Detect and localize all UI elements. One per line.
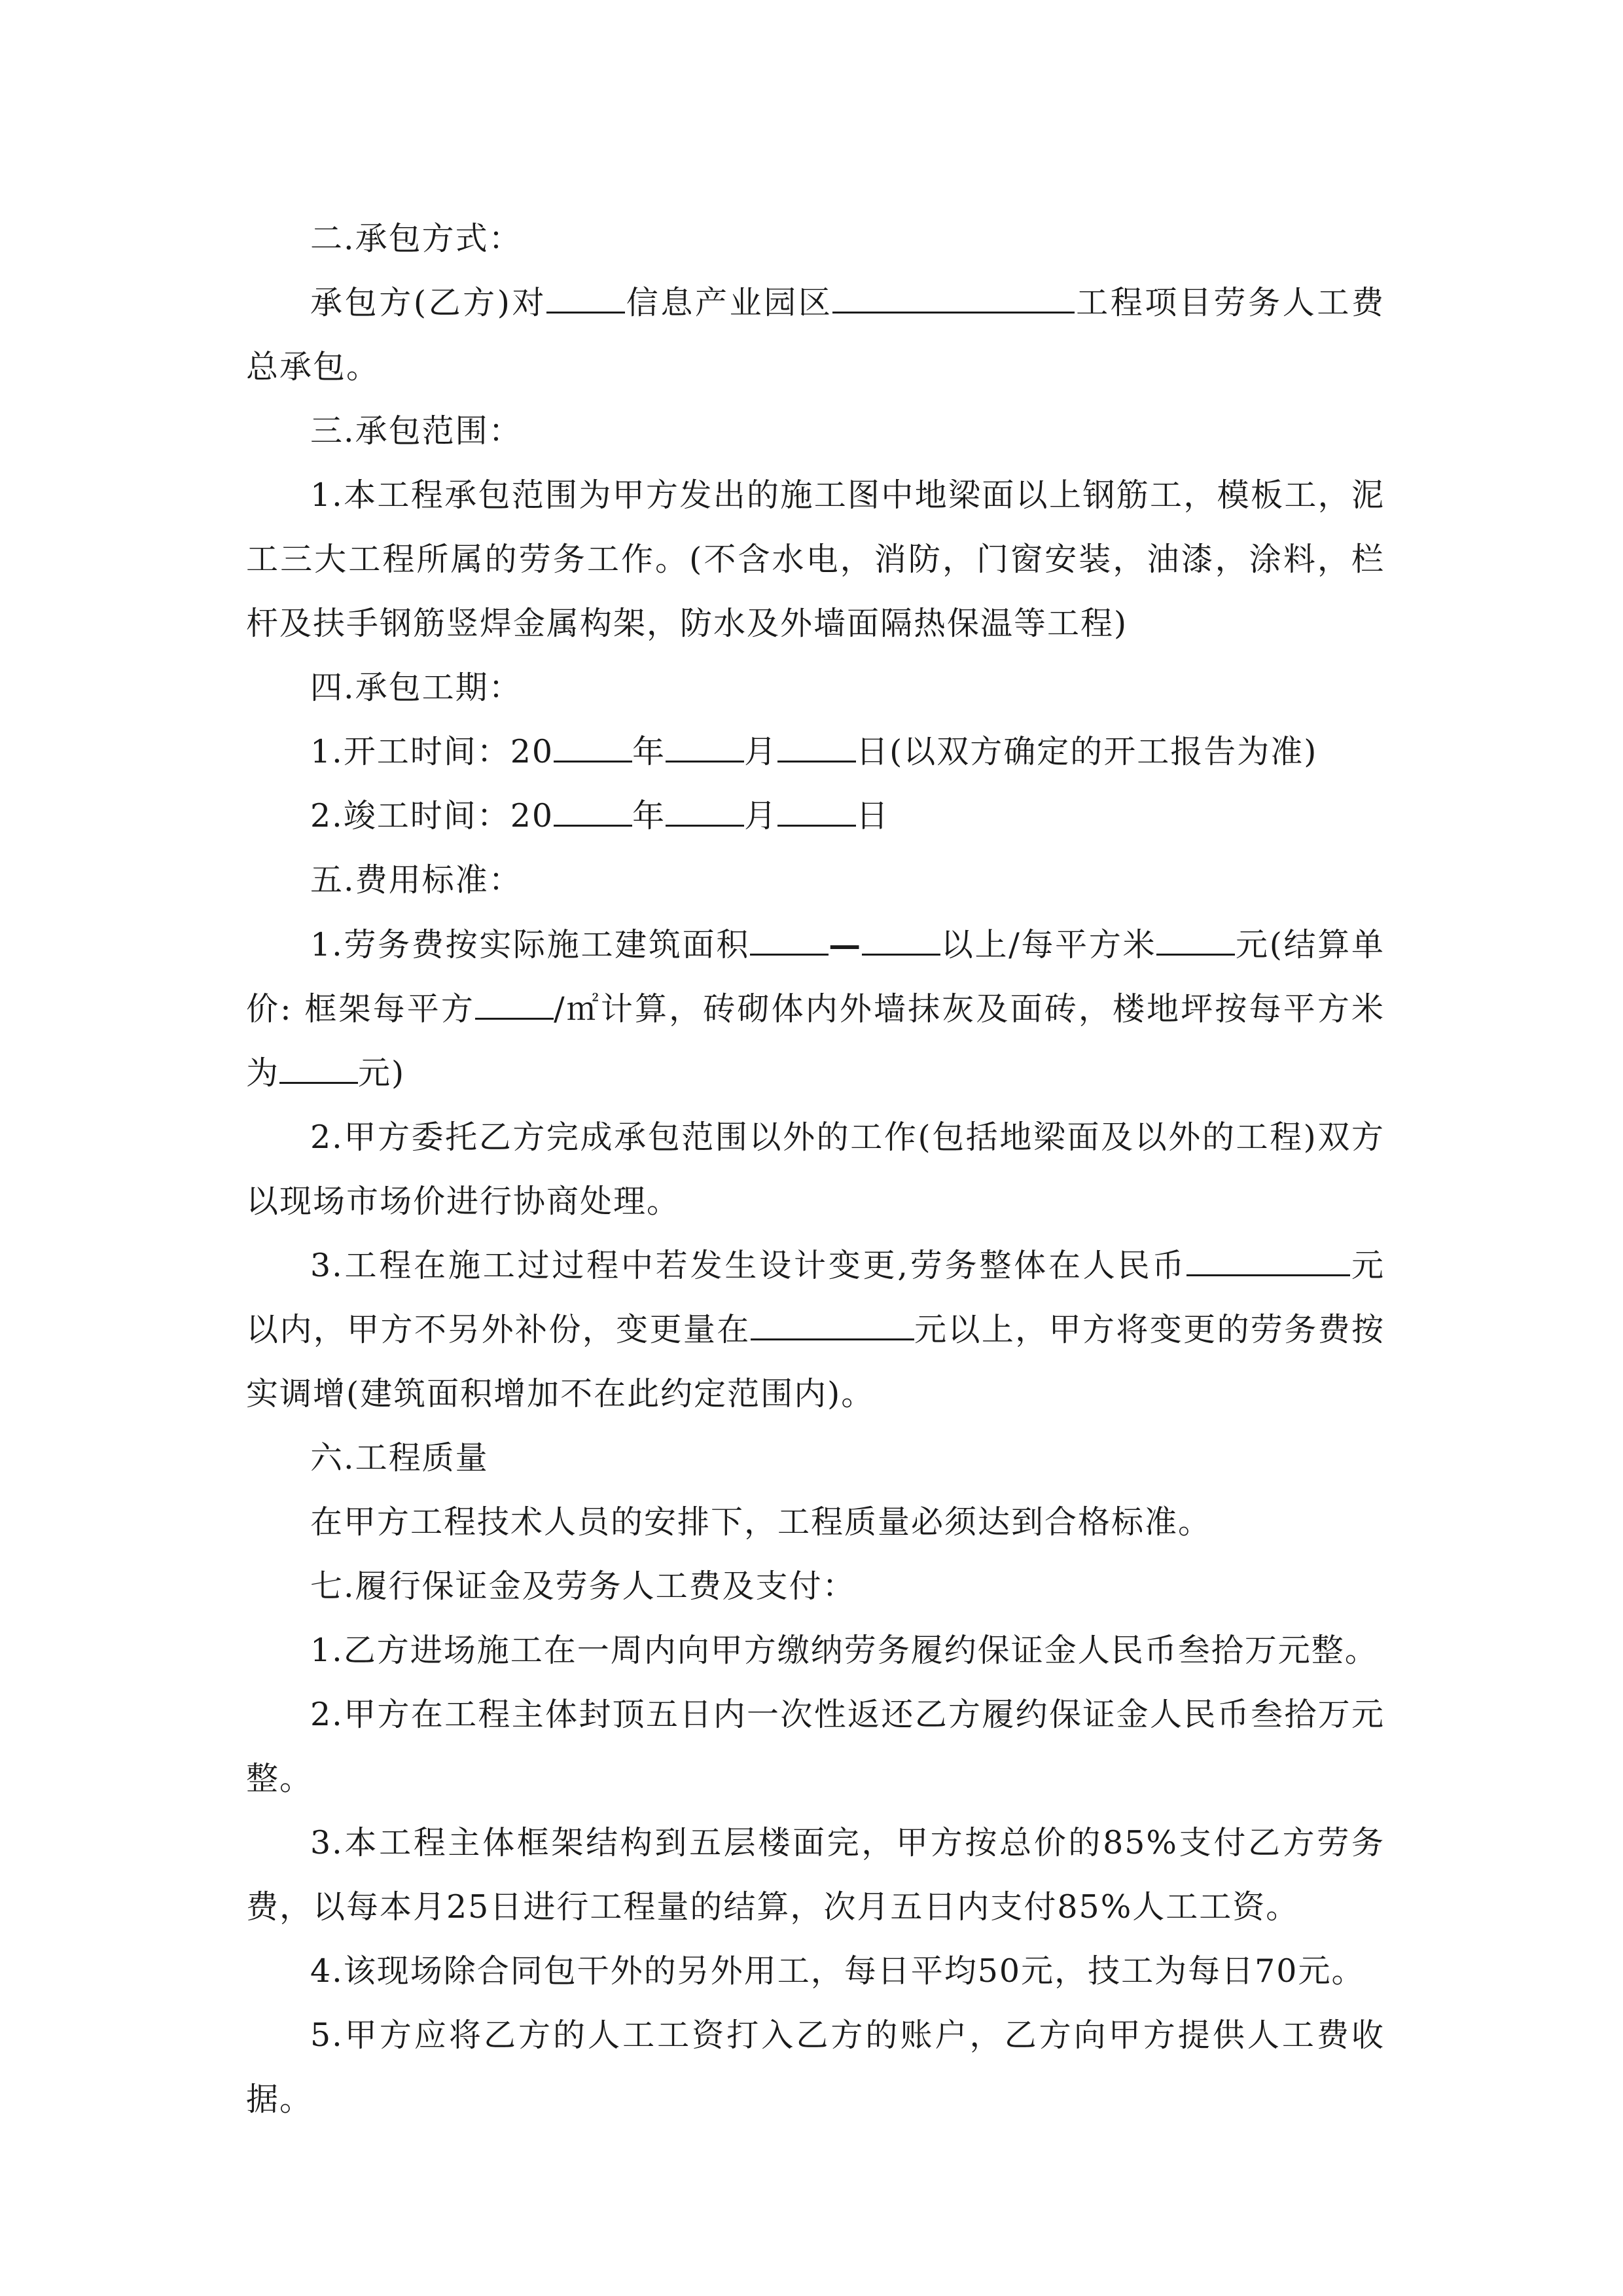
section-6-heading: 六.工程质量: [310, 1439, 489, 1477]
section-5-heading: 五.费用标准：: [310, 861, 522, 899]
blank-field: [1186, 1238, 1350, 1276]
payment-item-2: 2.甲方在工程主体封顶五日内一次性返还乙方履约保证金人民币叁拾万元整。: [246, 1696, 1385, 1797]
end-date-line: 2.竣工时间：20 年 月 日: [246, 784, 1385, 848]
blank-field: [554, 724, 632, 762]
payment-item-3: 3.本工程主体框架结构到五层楼面完，甲方按总价的85%支付乙方劳务费，以每本月25日进行工程量的结算，次月五日内支付85%人工工资。: [246, 1824, 1385, 1926]
blank-field: [475, 981, 554, 1020]
blank-field: [862, 917, 940, 956]
fee-standard-paragraph: 1.劳务费按实际施工建筑面积 — 以上/每平方米 元(结算单价: 框架每平方 /㎡计算，砖砌体内外墙抹灰及面砖，楼地坪按每平方米为 元): [246, 912, 1385, 1105]
design-change-paragraph: 3.工程在施工过过程中若发生设计变更,劳务整体在人民币 元以内，甲方不另外补份，变更量在 元以上，甲方将变更的劳务费按实调增(建筑面积增加不在此约定范围内)。: [246, 1234, 1385, 1426]
blank-field: [666, 788, 744, 827]
blank-field: [777, 724, 856, 762]
blank-field: [777, 788, 856, 827]
section-2-paragraph: 承包方(乙方)对 信息产业园区 工程项目劳务人工费总承包。: [246, 271, 1385, 399]
blank-field: [546, 275, 625, 314]
start-date-line: 1.开工时间：20 年 月 日(以双方确定的开工报告为准): [246, 720, 1385, 784]
blank-field: [1156, 917, 1235, 956]
section-2-heading: 二.承包方式：: [310, 220, 522, 257]
section-4-heading: 四.承包工期：: [310, 669, 522, 706]
blank-field: [750, 917, 829, 956]
payment-item-1: 1.乙方进场施工在一周内向甲方缴纳劳务履约保证金人民币叁拾万元整。: [310, 1632, 1378, 1669]
blank-field: [666, 724, 744, 762]
blank-field: [832, 275, 1075, 314]
blank-field: [751, 1302, 914, 1340]
quality-paragraph: 在甲方工程技术人员的安排下，工程质量必须达到合格标准。: [310, 1503, 1212, 1541]
section-3-paragraph: 1.本工程承包范围为甲方发出的施工图中地梁面以上钢筋工，模板工，泥工三大工程所属的劳务工作。(不含水电，消防，门窗安装，油漆，涂料，栏杆及扶手钢筋竖焊金属构架，防水及外墙面隔热保温等工程): [246, 476, 1385, 642]
payment-item-4: 4.该现场除合同包干外的另外用工，每日平均50元，技工为每日70元。: [310, 1952, 1365, 1990]
payment-item-5: 5.甲方应将乙方的人工工资打入乙方的账户，乙方向甲方提供人工费收据。: [246, 2017, 1385, 2118]
section-3-heading: 三.承包范围：: [310, 412, 522, 450]
contract-page: [246, 207, 1385, 2132]
extra-work-paragraph: 2.甲方委托乙方完成承包范围以外的工作(包括地梁面及以外的工程)双方以现场市场价进行协商处理。: [246, 1119, 1385, 1220]
section-7-heading: 七.履行保证金及劳务人工费及支付：: [310, 1568, 856, 1605]
blank-field: [554, 788, 632, 827]
blank-field: [279, 1045, 358, 1084]
